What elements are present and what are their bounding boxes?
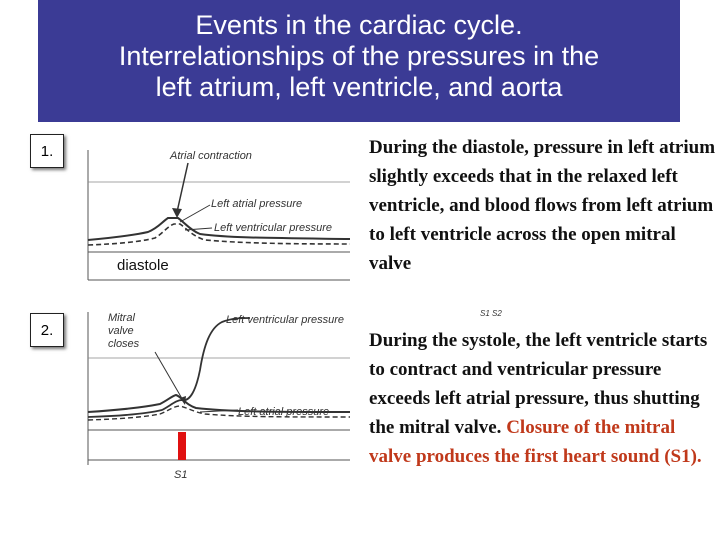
mitral-label-line-1: Mitral — [108, 312, 135, 324]
diastole-description: During the diastole, pressure in left atrium slightly exceeds that in the relaxed left ventricle, and blood flows from left atrium to left ventricle across the open mitral valve — [369, 137, 716, 274]
mitral-label-line-3: closes — [108, 338, 140, 350]
left-atrial-pointer — [180, 205, 210, 222]
atrial-contraction-arrow — [177, 163, 188, 212]
title-line-2: Interrelationships of the pressures in the — [118, 41, 600, 71]
panel-2-number: 2. — [30, 313, 64, 347]
atrial-contraction-label: Atrial contraction — [170, 150, 252, 162]
left-atrial-pressure-label-2: Left atrial pressure — [238, 406, 330, 418]
s1-s2-small-label: S1 S2 — [480, 309, 502, 318]
diastole-label: diastole — [117, 257, 169, 274]
systole-description-text: During the systole, the left ventricle starts to contract and ventricular pressure exceeds left atrial pressure, thus shutting the mitral valve. — [369, 330, 708, 438]
left-atrial-pressure-label-1: Left atrial pressure — [211, 198, 303, 210]
s1-label: S1 — [174, 469, 188, 481]
title-line-3: left atrium, left ventricle, and aorta — [155, 72, 563, 102]
atrial-contraction-arrowhead — [172, 208, 182, 218]
systole-description — [369, 326, 717, 471]
panel-1-number: 1. — [30, 134, 64, 168]
s1-highlight-text: Closure of the mitral valve produces the first heart sound (S1). — [369, 417, 702, 467]
mitral-label-line-2: valve — [108, 325, 134, 337]
left-ventricular-pressure-label-1: Left ventricular pressure — [214, 222, 332, 234]
title-line-1: Events in the cardiac cycle. — [195, 10, 523, 40]
s1-marker — [178, 432, 186, 460]
mitral-valve-pointer — [155, 352, 184, 402]
left-ventricular-pressure-label-2: Left ventricular pressure — [226, 314, 344, 326]
